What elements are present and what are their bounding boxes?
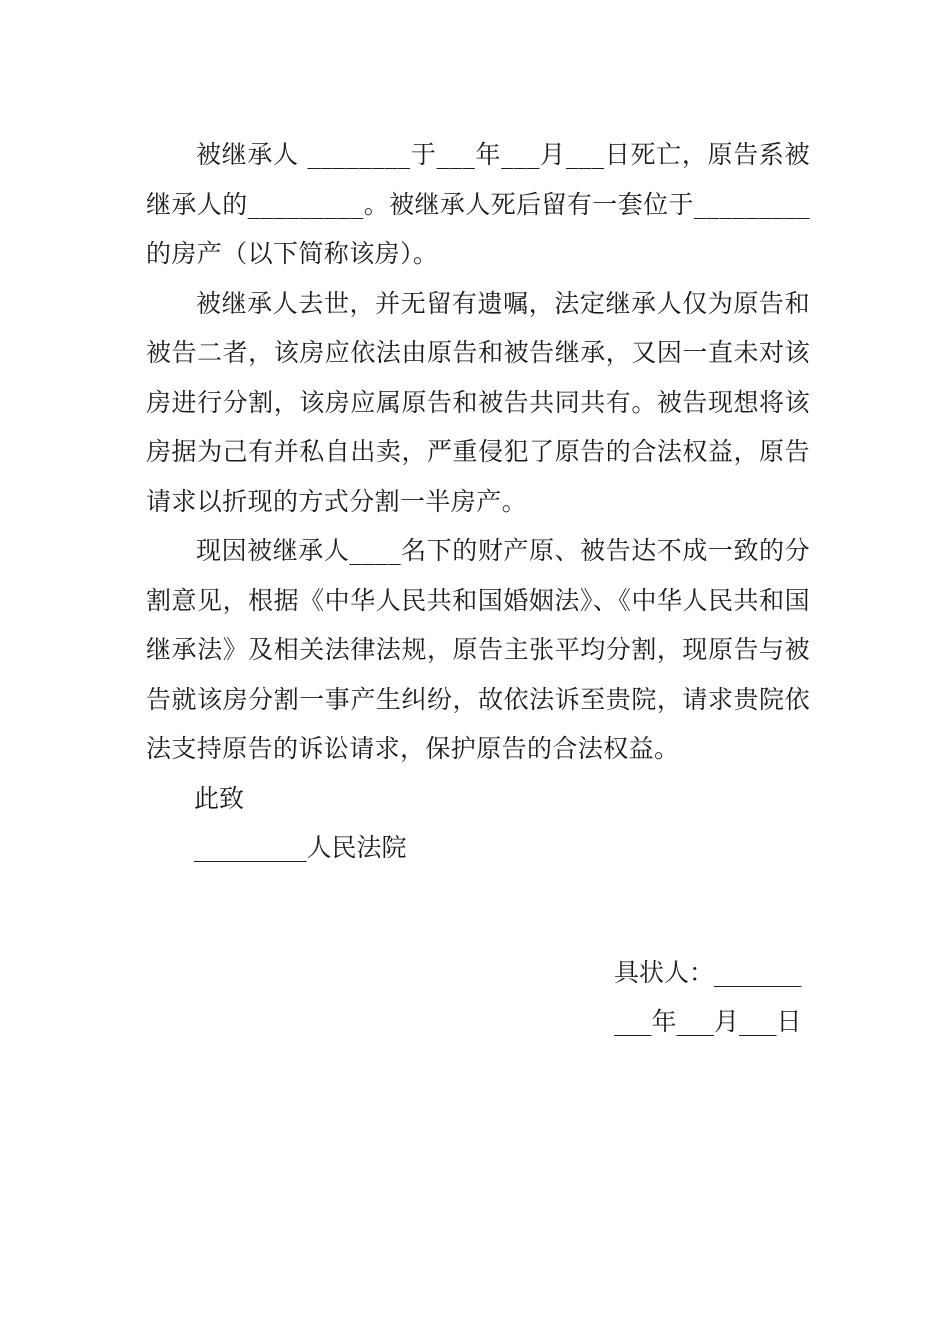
paragraph-inheritance-facts: 被继承人 ________于___年___月___日死亡，原告系被继承人的_________。被继承人死后留有一套位于_________的房产（以下简称该房）。 [146, 140, 811, 268]
document-body [146, 130, 810, 774]
salutation: 此致 [194, 784, 245, 813]
paragraph-claim-reason: 被继承人去世，并无留有遗嘱，法定继承人仅为原告和被告二者，该房应依法由原告和被告继承，又因一直未对该房进行分割，该房应属原告和被告共同共有。被告现想将该房据为己有并私自出卖，严重侵犯了原告的合法权益，原告请求以折现的方式分割一半房产。 [146, 288, 810, 516]
court-addressee: _________人民法院 [194, 833, 407, 862]
signer-line: 具状人：_______ [614, 958, 802, 987]
paragraph-legal-basis: 现因被继承人____名下的财产原、被告达不成一致的分割意见，根据《中华人民共和国婚姻法》、《中华人民共和国继承法》及相关法律法规，原告主张平均分割，现原告与被告就该房分割一事产生纠纷，故依法诉至贵院，请求贵院依法支持原告的诉讼请求，保护原告的合法权益。 [146, 536, 810, 763]
date-line: ___年___月___日 [614, 1007, 802, 1036]
